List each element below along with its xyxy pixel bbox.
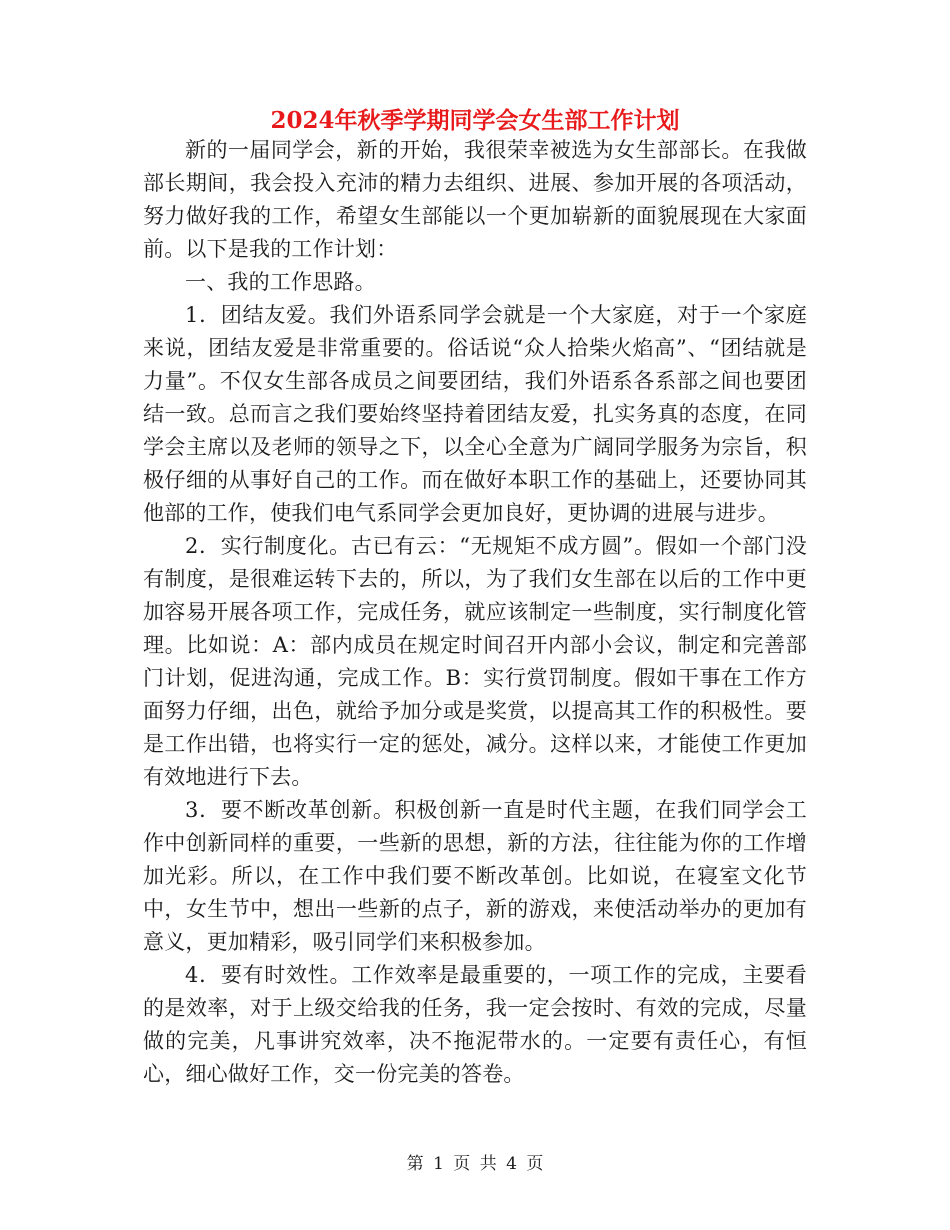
paragraph-point-3: 3．要不断改革创新。积极创新一直是时代主题，在我们同学会工作中创新同样的重要，一些新的思想，新的方法，往往能为你的工作增加光彩。所以，在工作中我们要不断改革创。比如说，在寝室文化节中，女生节中，想出一些新的点子，新的游戏，来使活动举办的更加有意义，更加精彩，吸引同学们来积极参加。 xyxy=(143,798,807,954)
document-title: 2024年秋季学期同学会女生部工作计划 xyxy=(270,107,680,134)
paragraph-point-2: 2．实行制度化。古已有云：“无规矩不成方圆”。假如一个部门没有制度，是很难运转下去的，所以，为了我们女生部在以后的工作中更加容易开展各项工作，完成任务，就应该制定一些制度，实行制度化管理。比如说：A：部内成员在规定时间召开内部小会议，制定和完善部门计划，促进沟通，完成工作。B：实行赏罚制度。假如干事在工作方面努力仔细，出色，就给予加分或是奖赏，以提高其工作的积极性。要是工作出错，也将实行一定的惩处，减分。这样以来，才能使工作更加有效地进行下去。 xyxy=(143,534,807,789)
paragraph-point-1: 1．团结友爱。我们外语系同学会就是一个大家庭，对于一个家庭来说，团结友爱是非常重要的。俗话说“众人拾柴火焰高”、“团结就是力量”。不仅女生部各成员之间要团结，我们外语系各系部之间也要团结一致。总而言之我们要始终坚持着团结友爱，扎实务真的态度，在同学会主席以及老师的领导之下，以全心全意为广阔同学服务为宗旨，积极仔细的从事好自己的工作。而在做好本职工作的基础上，还要协同其他部的工作，使我们电气系同学会更加良好，更协调的进展与进步。 xyxy=(143,303,807,525)
paragraph-section-heading: 一、我的工作思路。 xyxy=(185,270,376,294)
paragraph-point-4: 4．要有时效性。工作效率是最重要的，一项工作的完成，主要看的是效率，对于上级交给我的任务，我一定会按时、有效的完成，尽量做的完美，凡事讲究效率，决不拖泥带水的。一定要有责任心，有恒心，细心做好工作，交一份完美的答卷。 xyxy=(143,963,807,1086)
paragraph-intro: 新的一届同学会，新的开始，我很荣幸被选为女生部部长。在我做部长期间，我会投入充沛的精力去组织、进展、参加开展的各项活动，努力做好我的工作，希望女生部能以一个更加崭新的面貌展现在大家面前。以下是我的工作计划： xyxy=(143,138,807,261)
document-body xyxy=(143,134,807,1091)
page-number-footer: 第 1 页 共 4 页 xyxy=(406,1154,544,1174)
